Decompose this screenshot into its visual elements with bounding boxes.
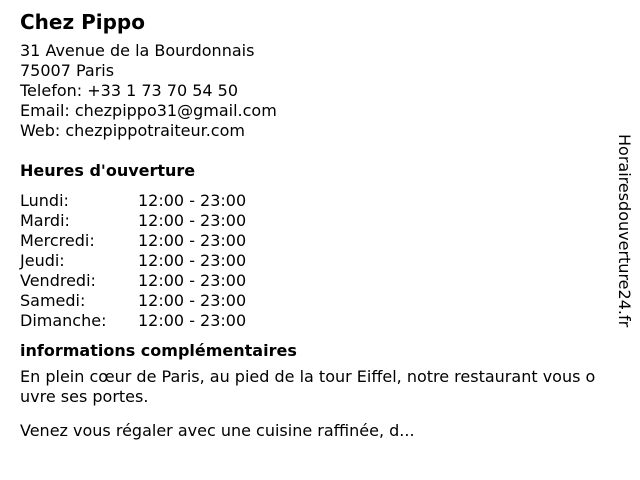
hours-day: Lundi: [20,191,69,210]
hours-row-wednesday [20,231,246,251]
hours-row-sunday [20,311,246,331]
business-name: Chez Pippo [20,10,145,34]
hours-time: 12:00 - 23:00 [138,191,247,210]
hours-day: Jeudi: [20,251,65,270]
hours-time: 12:00 - 23:00 [138,311,247,330]
hours-time: 12:00 - 23:00 [138,231,247,250]
hours-row-friday [20,271,246,291]
hours-day: Samedi: [20,291,86,310]
hours-time: 12:00 - 23:00 [138,271,247,290]
hours-day: Mercredi: [20,231,95,250]
hours-table [20,191,246,331]
hours-time: 12:00 - 23:00 [138,291,247,310]
hours-row-monday [20,191,246,211]
phone-line: Telefon: +33 1 73 70 54 50 [20,81,239,100]
hours-day: Mardi: [20,211,70,230]
hours-row-thursday [20,251,246,271]
business-card [20,10,605,455]
info-paragraph-1: En plein cœur de Paris, au pied de la tour Eiffel, notre restaurant vous ouvre ses portes. [20,367,596,406]
info-paragraph-2: Venez vous régaler avec une cuisine raffinée, d... [20,421,415,440]
hours-time: 12:00 - 23:00 [138,251,247,270]
hours-day: Dimanche: [20,311,107,330]
hours-day: Vendredi: [20,271,96,290]
hours-time: 12:00 - 23:00 [138,211,247,230]
site-watermark: Horairesdouverture24.fr [615,134,634,328]
info-heading: informations complémentaires [20,341,297,360]
web-line: Web: chezpippotraiteur.com [20,121,245,140]
email-line: Email: chezpippo31@gmail.com [20,101,277,120]
hours-heading: Heures d'ouverture [20,161,196,180]
address-line-1: 31 Avenue de la Bourdonnais [20,41,255,60]
hours-row-saturday [20,291,246,311]
hours-row-tuesday [20,211,246,231]
address-line-2: 75007 Paris [20,61,115,80]
